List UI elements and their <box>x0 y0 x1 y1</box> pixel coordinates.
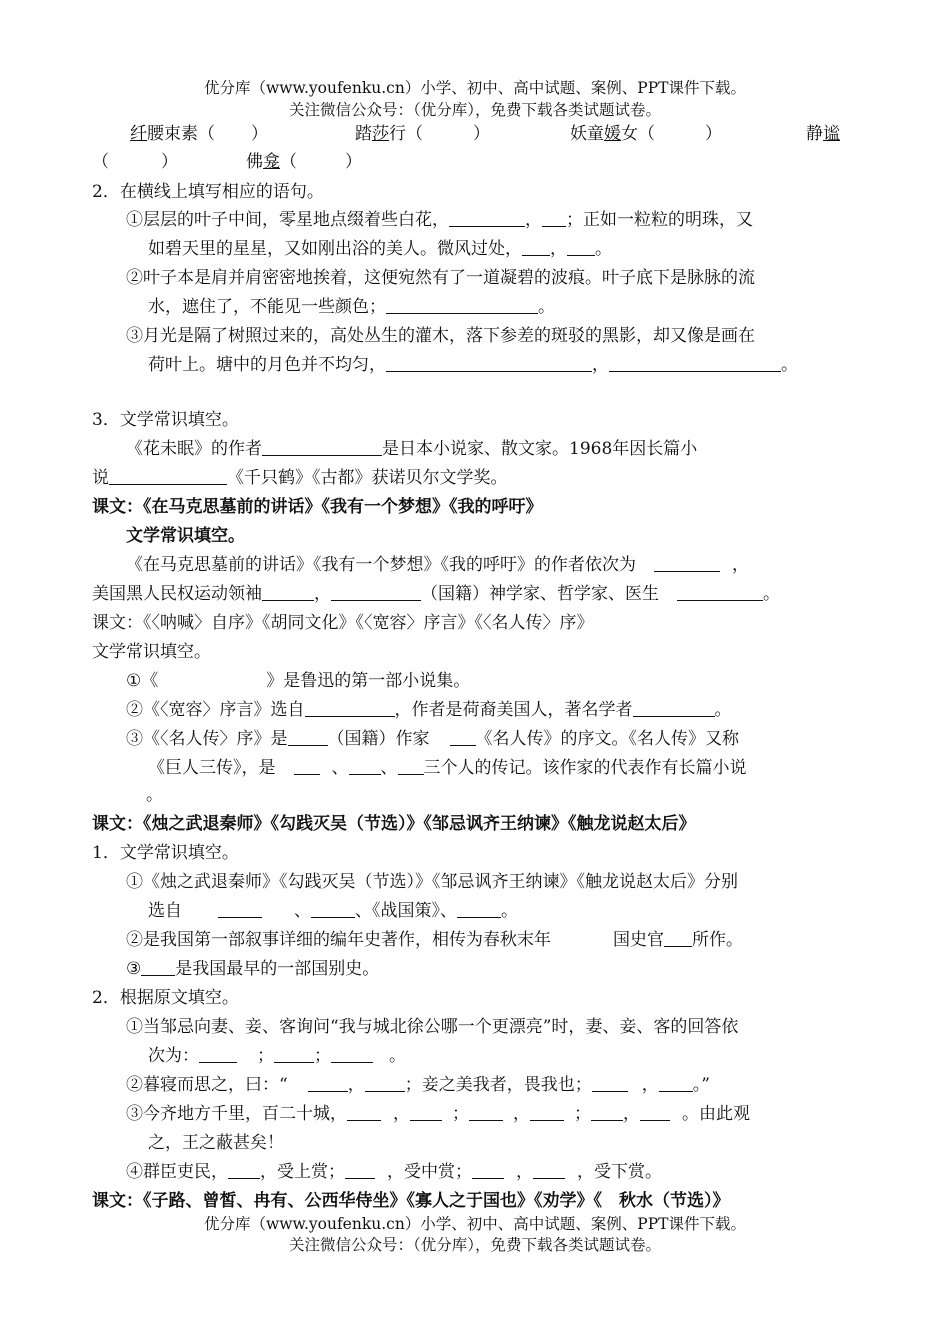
lesson-3-q2-item-2: ②暮寝而思之，曰：“ ， ；妾之美我者，畏我也； ， 。” <box>126 1075 710 1095</box>
pinyin-item-1: 纤腰束素（ ） <box>130 124 268 144</box>
lesson-3-q2-item-3-line-2: 之，王之蔽甚矣！ <box>148 1133 284 1153</box>
q2-title: 2．在横线上填写相应的语句。 <box>92 182 324 202</box>
q2-item-3-line-1: ③月光是隔了树照过来的，高处丛生的灌木，落下参差的斑驳的黑影，却又像是画在 <box>126 326 755 346</box>
lesson-3-q2-line-1: ①当邹忌向妻、妾、客询问“我与城北徐公哪一个更漂亮”时，妻、妾、客的回答依 <box>126 1017 739 1037</box>
q3-title: 3．文学常识填空。 <box>92 410 239 430</box>
lesson-3-q2-line-2: 次为： ； ； 。 <box>148 1046 406 1066</box>
lesson-2-title: 课文：《〈呐喊〉自序》《胡同文化》《〈宽容〉序言》《〈名人传〉序》 <box>92 613 594 633</box>
q3-line-1: 《花未眠》的作者 是日本小说家、散文家。1968年因长篇小 <box>126 439 698 459</box>
lesson-4-title: 课文：《子路、曾皙、冉有、公西华侍坐》《寡人之于国也》《劝学》《 秋水（节选）》 <box>92 1191 730 1211</box>
lesson-1-line-1: 《在马克思墓前的讲话》《我有一个梦想》《我的呼吁》的作者依次为 ， <box>126 555 749 575</box>
footer-line-1: 优分库（www.youfenku.cn）小学、初中、高中试题、案例、PPT课件下载。 <box>203 1215 747 1233</box>
q2-item-3-line-2: 荷叶上。塘中的月色并不均匀， ， 。 <box>148 355 798 375</box>
lesson-1-title: 课文：《在马克思墓前的讲话》《我有一个梦想》《我的呼吁》 <box>92 497 543 517</box>
q2-item-2-line-1: ②叶子本是肩并肩密密地挨着，这便宛然有了一道凝碧的波痕。叶子底下是脉脉的流 <box>126 268 755 288</box>
lesson-3-q2-item-4: ④群臣吏民， ，受上赏； ，受中赏； ， ，受下赏。 <box>126 1162 662 1182</box>
lesson-2-item-2: ②《〈宽容〉序言》选自 ，作者是荷裔美国人，著名学者 。 <box>126 700 732 720</box>
pinyin-item-4-paren: （ ） <box>92 152 178 172</box>
lesson-1-subtitle: 文学常识填空。 <box>126 526 245 546</box>
header-line-1: 优分库（www.youfenku.cn）小学、初中、高中试题、案例、PPT课件下载。 <box>203 79 747 97</box>
pinyin-item-3: 妖童媛女（ ） <box>570 124 722 144</box>
pinyin-item-4: 静谧 <box>806 124 840 144</box>
lesson-1-line-2: 美国黑人民权运动领袖 ， （国籍）神学家、哲学家、医生 。 <box>92 584 780 604</box>
lesson-3-q1-item-3: ③ 是我国最早的一部国别史。 <box>126 959 380 979</box>
pinyin-item-5: 佛龛（ ） <box>246 152 362 172</box>
lesson-2-subtitle: 文学常识填空。 <box>92 642 211 662</box>
q2-item-2-line-2: 水，遮住了，不能见一些颜色； 。 <box>148 297 555 317</box>
lesson-3-q1-title: 1．文学常识填空。 <box>92 843 239 863</box>
header-line-2: 关注微信公众号：（优分库），免费下载各类试题试卷。 <box>288 101 661 119</box>
lesson-2-item-1: ①《 》是鲁迅的第一部小说集。 <box>126 671 471 691</box>
q3-line-2: 说 《千只鹤》《古都》获诺贝尔文学奖。 <box>92 468 508 488</box>
lesson-3-q1-line-2: 选自 、 、《战国策》、 。 <box>148 901 518 921</box>
lesson-2-item-3-line-3: 。 <box>146 785 163 805</box>
lesson-3-q2-item-3-line-1: ③今齐地方千里，百二十城， ， ； ， ； ， 。由此观 <box>126 1104 750 1124</box>
lesson-3-q2-title: 2．根据原文填空。 <box>92 988 239 1008</box>
lesson-3-title: 课文：《烛之武退秦师》《勾践灭吴（节选）》《邹忌讽齐王纳谏》《触龙说赵太后》 <box>92 814 696 834</box>
lesson-2-item-3-line-1: ③《〈名人传〉序》是 （国籍）作家 《名人传》的序文。《名人传》又称 <box>126 729 739 749</box>
lesson-3-q1-item-2: ②是我国第一部叙事详细的编年史著作，相传为春秋末年 国史官 所作。 <box>126 930 743 950</box>
pinyin-item-2: 踏莎行（ ） <box>355 124 490 144</box>
footer-line-2: 关注微信公众号：（优分库），免费下载各类试题试卷。 <box>288 1236 661 1254</box>
q2-item-1-line-2: 如碧天里的星星，又如刚出浴的美人。微风过处， ， 。 <box>148 239 612 259</box>
lesson-2-item-3-line-2: 《巨人三传》，是 、 、 三个人的传记。该作家的代表作有长篇小说 <box>148 758 747 778</box>
lesson-3-q1-line-1: ①《烛之武退秦师》《勾践灭吴（节选）》《邹忌讽齐王纳谏》《触龙说赵太后》分别 <box>126 872 738 892</box>
q2-item-1-line-1: ①层层的叶子中间，零星地点缀着些白花， ， ；正如一粒粒的明珠，又 <box>126 210 753 230</box>
